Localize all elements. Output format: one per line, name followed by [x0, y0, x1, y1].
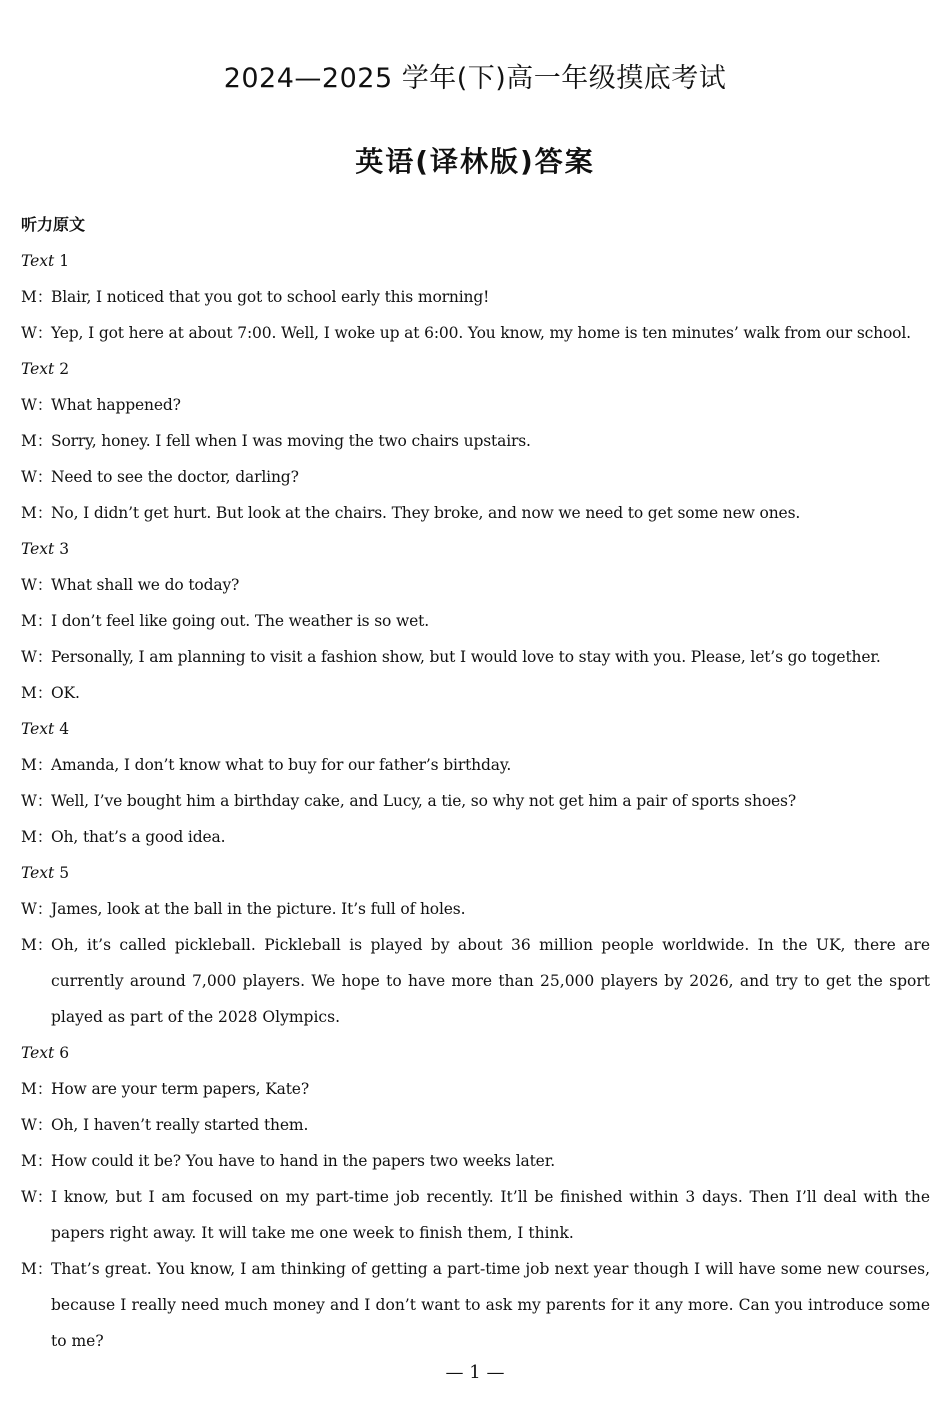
utterance-text: Oh, it’s called pickleball. Pickleball is played by about 36 million people worldwide. In the UK, there are currently around 7,000 players. We hope to have more than 25,000 players by 2026, and try to get the sport played as part of the 2028 Olympics.	[51, 936, 930, 1026]
dialogue-line	[21, 1251, 930, 1359]
speaker-label: W：	[21, 468, 53, 486]
text-heading	[21, 243, 930, 279]
text-heading-number: 6	[59, 1044, 70, 1062]
dialogue-line	[21, 927, 930, 1035]
text-heading	[21, 711, 930, 747]
text-heading	[21, 351, 930, 387]
dialogue-line	[21, 1071, 930, 1107]
utterance-text: OK.	[51, 684, 80, 702]
text-heading-word: Text	[21, 360, 55, 378]
dialogue-line	[21, 819, 930, 855]
speaker-label: W：	[21, 396, 53, 414]
utterance-text: How could it be? You have to hand in the papers two weeks later.	[51, 1152, 556, 1170]
dialogue-line	[21, 459, 930, 495]
speaker-label: W：	[21, 792, 53, 810]
speaker-label: W：	[21, 324, 53, 342]
speaker-label: M：	[21, 1260, 53, 1278]
speaker-label: M：	[21, 288, 53, 306]
dialogue-line	[21, 1179, 930, 1251]
speaker-label: M：	[21, 612, 53, 630]
utterance-text: I don’t feel like going out. The weather is so wet.	[51, 612, 430, 630]
utterance-text: Oh, that’s a good idea.	[51, 828, 226, 846]
page-title: 2024—2025 学年(下)高一年级摸底考试	[223, 63, 727, 94]
dialogue-line	[21, 567, 930, 603]
utterance-text: Need to see the doctor, darling?	[51, 468, 299, 486]
utterance-text: Blair, I noticed that you got to school early this morning!	[51, 288, 490, 306]
utterance-text: What shall we do today?	[51, 576, 240, 594]
dialogue-line	[21, 423, 930, 459]
utterance-text: Amanda, I don’t know what to buy for our father’s birthday.	[51, 756, 512, 774]
dialogue-line	[21, 639, 930, 675]
utterance-text: That’s great. You know, I am thinking of getting a part-time job next year though I will have some new courses, because I really need much money and I don’t want to ask my parents for it any more. Can you introduce some to me?	[51, 1260, 930, 1350]
text-heading-word: Text	[21, 252, 55, 270]
dialogue-line	[21, 891, 930, 927]
page-subtitle: 英语(译林版)答案	[355, 145, 595, 178]
text-heading	[21, 1035, 930, 1071]
section-label: 听力原文	[21, 215, 86, 234]
speaker-label: W：	[21, 1116, 53, 1134]
utterance-text: Well, I’ve bought him a birthday cake, and Lucy, a tie, so why not get him a pair of sports shoes?	[51, 792, 796, 810]
utterance-text: I know, but I am focused on my part-time job recently. It’ll be finished within 3 days. Then I’ll deal with the papers right away. It will take me one week to finish them, I think.	[51, 1188, 930, 1242]
utterance-text: Yep, I got here at about 7:00. Well, I woke up at 6:00. You know, my home is ten minutes’ walk from our school.	[51, 324, 911, 342]
text-heading	[21, 855, 930, 891]
utterance-text: Personally, I am planning to visit a fashion show, but I would love to stay with you. Please, let’s go together.	[51, 648, 881, 666]
speaker-label: M：	[21, 432, 53, 450]
text-heading-word: Text	[21, 540, 55, 558]
dialogue-line	[21, 1143, 930, 1179]
utterance-text: How are your term papers, Kate?	[51, 1080, 309, 1098]
text-heading-number: 4	[59, 720, 70, 738]
utterance-text: What happened?	[51, 396, 181, 414]
speaker-label: M：	[21, 756, 53, 774]
dialogue-line	[21, 747, 930, 783]
speaker-label: M：	[21, 936, 53, 954]
dialogue-line	[21, 279, 930, 315]
text-heading-number: 3	[59, 540, 70, 558]
speaker-label: W：	[21, 576, 53, 594]
text-heading-number: 2	[59, 360, 70, 378]
utterance-text: James, look at the ball in the picture. It’s full of holes.	[51, 900, 466, 918]
dialogue-line	[21, 387, 930, 423]
speaker-label: W：	[21, 1188, 53, 1206]
utterance-text: Sorry, honey. I fell when I was moving the two chairs upstairs.	[51, 432, 531, 450]
dialogue-line	[21, 675, 930, 711]
speaker-label: W：	[21, 900, 53, 918]
utterance-text: No, I didn’t get hurt. But look at the chairs. They broke, and now we need to get some new ones.	[51, 504, 801, 522]
dialogue-line	[21, 603, 930, 639]
transcript-body	[21, 207, 930, 1359]
utterance-text: Oh, I haven’t really started them.	[51, 1116, 309, 1134]
text-heading-word: Text	[21, 720, 55, 738]
text-heading-number: 5	[59, 864, 70, 882]
dialogue-line	[21, 315, 930, 351]
dialogue-line	[21, 783, 930, 819]
dialogue-line	[21, 1107, 930, 1143]
text-heading-word: Text	[21, 864, 55, 882]
page-number: — 1 —	[445, 1362, 505, 1383]
dialogue-line	[21, 495, 930, 531]
text-heading	[21, 531, 930, 567]
speaker-label: W：	[21, 648, 53, 666]
speaker-label: M：	[21, 504, 53, 522]
speaker-label: M：	[21, 684, 53, 702]
speaker-label: M：	[21, 828, 53, 846]
text-heading-number: 1	[59, 252, 70, 270]
speaker-label: M：	[21, 1080, 53, 1098]
speaker-label: M：	[21, 1152, 53, 1170]
text-heading-word: Text	[21, 1044, 55, 1062]
